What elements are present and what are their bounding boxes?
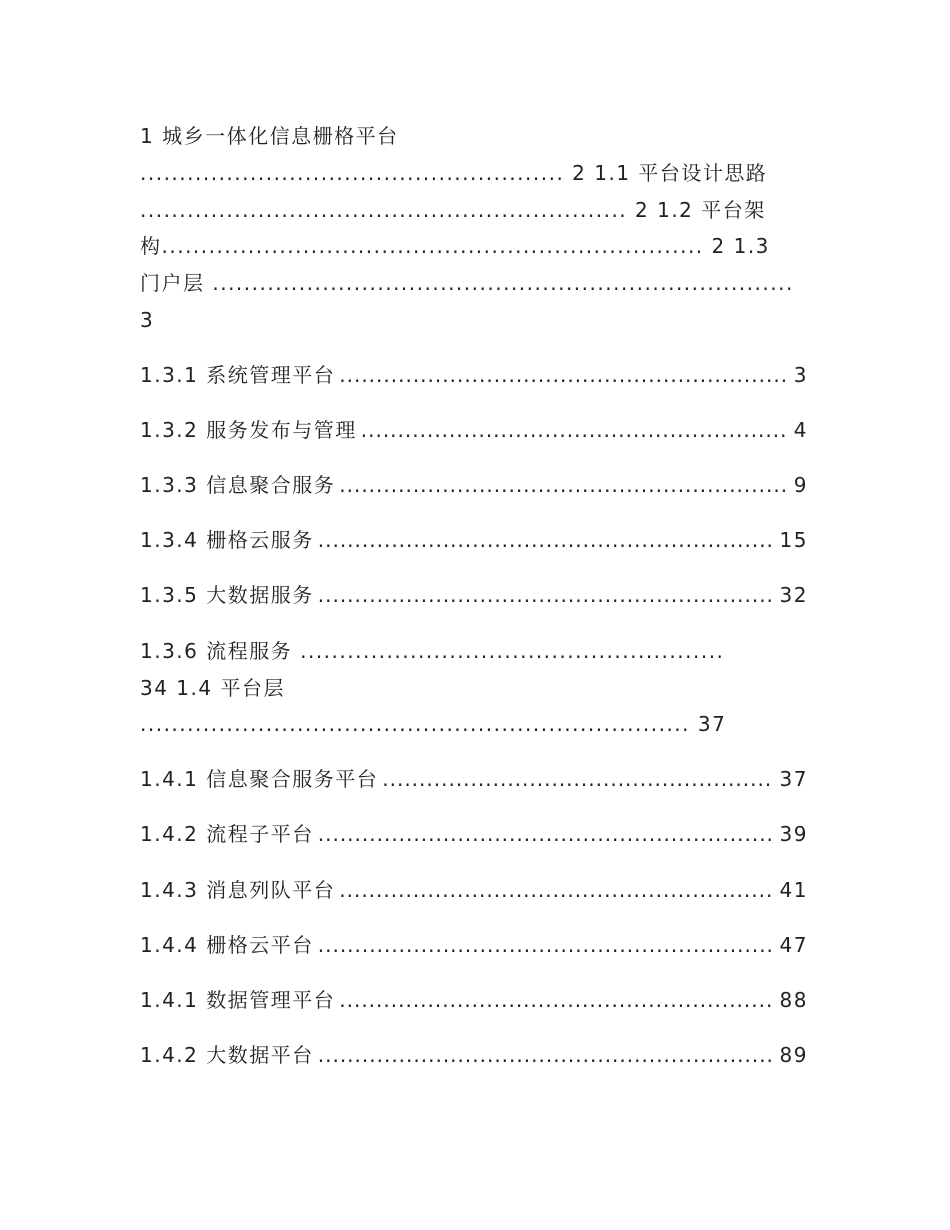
toc-entry-page: 32 (779, 583, 808, 607)
toc-entry[interactable] (140, 583, 808, 607)
toc-line-8: 34 1.4 平台层 (140, 676, 285, 700)
toc-entry-title: 1.4.2 大数据平台 (140, 1043, 314, 1067)
toc-entry-page: 9 (793, 473, 808, 497)
toc-entry-title: 1.3.1 系统管理平台 (140, 363, 336, 387)
toc-entry-page: 89 (779, 1043, 808, 1067)
toc-entry-page: 15 (779, 528, 808, 552)
toc-line-5: 门户层 .......................................................................... (140, 271, 794, 295)
toc-leader (339, 988, 773, 1012)
toc-leader (318, 583, 774, 607)
toc-line-3: .............................................................. 2 1.2 平台架 (140, 198, 766, 222)
toc-entry[interactable] (140, 418, 808, 442)
toc-line-6: 3 (140, 308, 155, 332)
toc-entry[interactable] (140, 822, 808, 846)
toc-entry[interactable] (140, 363, 808, 387)
toc-entry[interactable] (140, 1043, 808, 1067)
toc-entry-title: 1.4.2 流程子平台 (140, 822, 314, 846)
toc-leader (382, 767, 773, 791)
toc-entry-title: 1.3.4 栅格云服务 (140, 528, 314, 552)
toc-entry-page: 41 (779, 878, 808, 902)
toc-line-9: ...................................................................... 37 (140, 712, 727, 736)
toc-entry[interactable] (140, 933, 808, 957)
toc-entry[interactable] (140, 878, 808, 902)
toc-entry-page: 4 (793, 418, 808, 442)
toc-leader (339, 473, 788, 497)
toc-leader (339, 363, 788, 387)
toc-entry-title: 1.4.3 消息列队平台 (140, 878, 336, 902)
toc-entry-title: 1.4.1 信息聚合服务平台 (140, 767, 379, 791)
toc-entry-page: 37 (779, 767, 808, 791)
toc-entry-title: 1.4.4 栅格云平台 (140, 933, 314, 957)
toc-entry-title: 1.3.2 服务发布与管理 (140, 418, 357, 442)
toc-entry[interactable] (140, 473, 808, 497)
toc-leader (318, 933, 774, 957)
toc-entry-title: 1.4.1 数据管理平台 (140, 988, 336, 1012)
toc-leader (318, 1043, 774, 1067)
toc-leader (318, 528, 774, 552)
toc-leader (361, 418, 788, 442)
toc-leader (339, 878, 773, 902)
toc-line-1: 1 城乡一体化信息栅格平台 (140, 124, 399, 148)
toc-entry-title: 1.3.5 大数据服务 (140, 583, 314, 607)
toc-entry-page: 47 (779, 933, 808, 957)
toc-entry[interactable] (140, 528, 808, 552)
toc-entry-page: 3 (793, 363, 808, 387)
toc-line-2: ...................................................... 2 1.1 平台设计思路 (140, 161, 768, 185)
toc-entry-page: 39 (779, 822, 808, 846)
toc-line-7: 1.3.6 流程服务 ...................................................... (140, 639, 725, 663)
toc-line-4: 构..................................................................... 2 1.3 (140, 234, 770, 258)
toc-entry[interactable] (140, 988, 808, 1012)
toc-entry[interactable] (140, 767, 808, 791)
toc-leader (318, 822, 774, 846)
toc-entry-page: 88 (779, 988, 808, 1012)
toc-entry-title: 1.3.3 信息聚合服务 (140, 473, 336, 497)
